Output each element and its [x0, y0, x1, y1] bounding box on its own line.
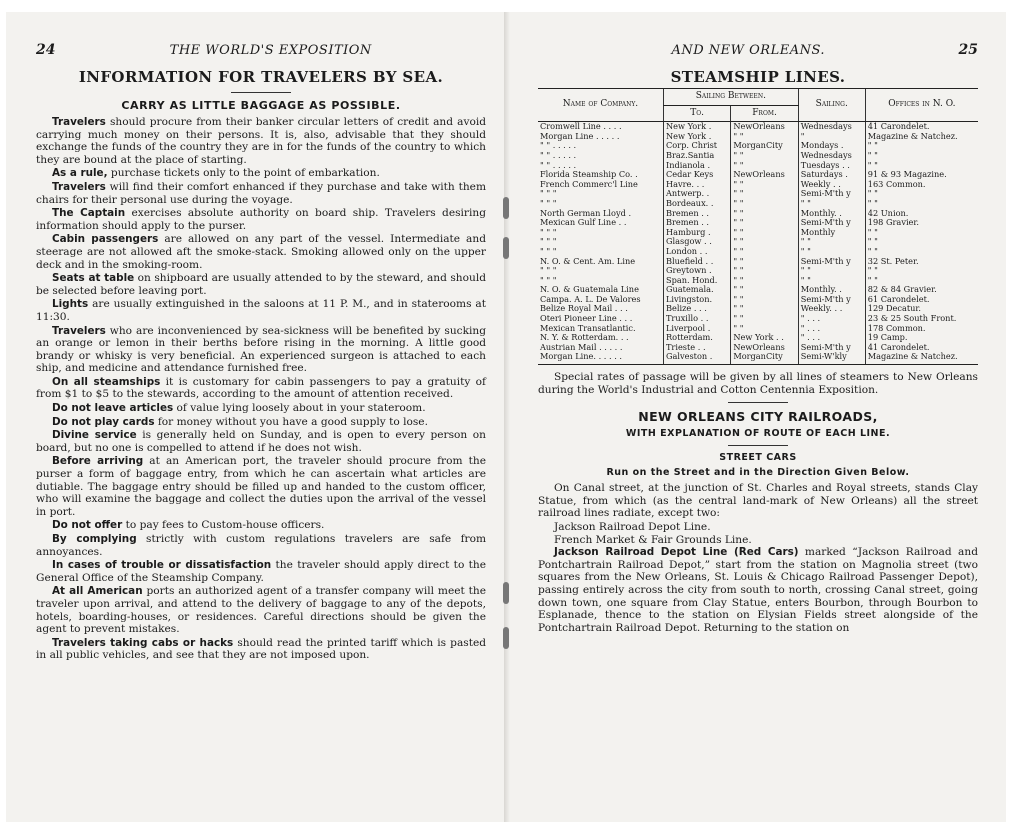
- to-cell: Bluefield . .: [663, 257, 730, 267]
- company-cell: " " ": [540, 245, 557, 256]
- paragraph-lead: At all American: [52, 585, 143, 598]
- paragraph-lead: Seats at table: [52, 272, 135, 285]
- right-page: [506, 12, 1006, 822]
- sailing-cell: " ": [798, 276, 865, 286]
- office-cell: 163 Common.: [865, 180, 978, 190]
- sailing-cell: Semi-M'th y: [798, 343, 865, 353]
- sailing-cell: " ": [798, 266, 865, 276]
- right-page-number: 25: [958, 42, 978, 58]
- paragraph-lead: Travelers: [52, 324, 106, 337]
- to-cell: New York .: [663, 122, 730, 132]
- travel-paragraph: [36, 116, 486, 166]
- railroads-title: NEW ORLEANS CITY RAILROADS,: [638, 409, 878, 425]
- travelers-title: INFORMATION FOR TRAVELERS BY SEA.: [78, 68, 444, 86]
- to-cell: Bordeaux. .: [663, 199, 730, 209]
- from-cell: NewOrleans: [731, 343, 798, 353]
- to-cell: Guatemala.: [663, 285, 730, 295]
- to-cell: Trieste . .: [663, 343, 730, 353]
- binding-hole: [503, 627, 509, 649]
- baggage-subtitle: CARRY AS LITTLE BAGGAGE AS POSSIBLE.: [121, 99, 401, 112]
- paragraph-text: is generally held on Sunday, and is open to every person on board, but no one is compelled to attend if he does not wish.: [36, 429, 486, 454]
- company-cell: N. O. & Guatemala Line: [540, 284, 639, 295]
- table-row: [538, 352, 978, 364]
- office-cell: " ": [865, 247, 978, 257]
- run-on-heading: Run on the Street and in the Direction Given Below.: [606, 467, 910, 479]
- from-cell: MorganCity: [731, 141, 798, 151]
- travel-paragraph: [36, 167, 486, 180]
- office-cell: Magazine & Natchez.: [865, 132, 978, 142]
- office-cell: 198 Gravier.: [865, 218, 978, 228]
- company-cell: Belize Royal Mail . . .: [540, 303, 628, 314]
- travel-paragraph: [36, 207, 486, 232]
- right-running-title: AND NEW ORLEANS.: [671, 43, 826, 58]
- table-row: [538, 151, 978, 161]
- paragraph-text: on shipboard are usually attended to by the steward, and should be selected before leaving port.: [36, 272, 486, 297]
- sailing-cell: Weekly. . .: [798, 304, 865, 314]
- paragraph-text: should procure from their banker circular letters of credit and avoid carrying much money on their persons. It is, also, advisable that they should exchange the funds of the country they are in for the funds of the country to which they are bound at the place of starting.: [36, 116, 486, 166]
- sailing-cell: " . . .: [798, 324, 865, 334]
- paragraph-text: purchase tickets only to the point of embarkation.: [107, 167, 380, 180]
- travel-paragraph: [36, 325, 486, 375]
- from-cell: New York . .: [731, 333, 798, 343]
- paragraph-lead: In cases of trouble or dissatisfaction: [52, 559, 272, 572]
- col-sailing-between: Sailing Between.: [663, 89, 798, 106]
- from-cell: " ": [731, 189, 798, 199]
- paragraph-text: the traveler should apply direct to the General Office of the Steamship Company.: [36, 559, 486, 584]
- exception-line-2: French Market & Fair Grounds Line.: [554, 533, 752, 546]
- company-cell: N. Y. & Rotterdam. . .: [540, 332, 629, 343]
- paragraph-lead: The Captain: [52, 207, 126, 220]
- to-cell: Cedar Keys: [663, 170, 730, 180]
- to-cell: Antwerp. .: [663, 189, 730, 199]
- steamship-table: [538, 88, 978, 365]
- sailing-cell: " ": [798, 199, 865, 209]
- company-cell: French Commerc'l Line: [540, 178, 638, 189]
- to-cell: Rotterdam.: [663, 333, 730, 343]
- sailing-cell: Weekly . .: [798, 180, 865, 190]
- to-cell: Galveston .: [663, 352, 730, 364]
- table-row: [538, 189, 978, 199]
- binding-hole: [503, 237, 509, 259]
- paragraph-lead: On all steamships: [52, 375, 161, 388]
- paragraph-text: for money without you have a good supply to lose.: [154, 415, 428, 428]
- from-cell: " ": [731, 151, 798, 161]
- jackson-text: marked “Jackson Railroad and Pontchartrain Railroad Depot,” start from the station on Magnolia street (two squares from the New Orleans, St. Louis & Chicago Railroad Passenger Depot), passing entirely across the city from south to north, crossing Canal street, going down town, one square from Clay Statue, enters Bourbon, through Bourbon to Esplanade, thence to the station on Elysian Fields street alongside of the Pontchartrain Railroad Depot. Returning to the station on: [538, 546, 978, 634]
- sailing-cell: Semi-M'th y: [798, 189, 865, 199]
- to-cell: Truxillo . .: [663, 314, 730, 324]
- table-row: [538, 180, 978, 190]
- company-cell: " " ": [540, 188, 557, 199]
- office-cell: " ": [865, 141, 978, 151]
- paragraph-lead: Lights: [52, 298, 89, 311]
- company-cell: " " . . . . .: [540, 149, 577, 160]
- paragraph-text: should read the printed tariff which is pasted in all public vehicles, and see that they are not imposed upon.: [36, 636, 487, 662]
- sailing-cell: " . . .: [798, 333, 865, 343]
- to-cell: Liverpool .: [663, 324, 730, 334]
- from-cell: " ": [731, 285, 798, 295]
- company-cell: " " . . . . .: [540, 159, 577, 170]
- binding-hole: [503, 197, 509, 219]
- book-gutter: [504, 12, 510, 822]
- to-cell: Bremen . .: [663, 218, 730, 228]
- from-cell: " ": [731, 324, 798, 334]
- col-sailing: Sailing.: [798, 89, 865, 122]
- from-cell: " ": [731, 276, 798, 286]
- sailing-cell: Monthly. .: [798, 285, 865, 295]
- to-cell: Corp. Christ: [663, 141, 730, 151]
- sailing-cell: Semi-W'kly: [798, 352, 865, 364]
- company-cell: Mexican Transatlantic.: [540, 322, 636, 333]
- paragraph-text: strictly with custom regulations travelers are safe from annoyances.: [36, 533, 486, 558]
- company-cell: " " ": [540, 197, 557, 208]
- table-row: [538, 266, 978, 276]
- sailing-cell: Mondays .: [798, 141, 865, 151]
- company-cell: Oteri Pioneer Line . . .: [540, 313, 633, 324]
- travel-paragraph: [36, 233, 486, 271]
- paragraph-lead: Do not leave articles: [52, 402, 174, 415]
- office-cell: 42 Union.: [865, 209, 978, 219]
- paragraph-lead: Travelers taking cabs or hacks: [52, 636, 234, 649]
- sailing-cell: Semi-M'th y: [798, 218, 865, 228]
- jackson-paragraph: [538, 546, 978, 634]
- company-cell: Campa. A. L. De Valores: [540, 293, 641, 304]
- from-cell: " ": [731, 295, 798, 305]
- table-row: [538, 141, 978, 151]
- travel-paragraph: [36, 455, 486, 518]
- office-cell: 23 & 25 South Front.: [865, 314, 978, 324]
- to-cell: Span. Hond.: [663, 276, 730, 286]
- to-cell: New York .: [663, 132, 730, 142]
- sailing-cell: Semi-M'th y: [798, 295, 865, 305]
- col-company: Name of Company.: [538, 89, 663, 122]
- paragraph-lead: Do not offer: [52, 519, 123, 532]
- office-cell: " ": [865, 151, 978, 161]
- paragraph-lead: Before arriving: [52, 455, 144, 468]
- from-cell: " ": [731, 218, 798, 228]
- company-cell: Florida Steamship Co. .: [540, 169, 638, 180]
- to-cell: Greytown .: [663, 266, 730, 276]
- office-cell: Magazine & Natchez.: [865, 352, 978, 364]
- steamship-title: STEAMSHIP LINES.: [670, 68, 846, 86]
- paragraph-text: it is customary for cabin passengers to pay a gratuity of from $1 to $5 to the stewards, according to the amount of attention received.: [36, 375, 486, 401]
- paragraph-lead: By complying: [52, 533, 137, 545]
- left-page: [6, 12, 506, 822]
- to-cell: Hamburg .: [663, 228, 730, 238]
- paragraph-text: will find their comfort enhanced if they purchase and take with them chairs for their personal use during the voyage.: [36, 180, 486, 206]
- sailing-cell: Semi-M'th y: [798, 257, 865, 267]
- office-cell: " ": [865, 228, 978, 238]
- paragraph-lead: Travelers: [52, 116, 106, 128]
- travel-paragraph: [36, 637, 486, 662]
- paragraph-lead: Travelers: [52, 180, 106, 193]
- table-row: [538, 257, 978, 267]
- office-cell: 19 Camp.: [865, 333, 978, 343]
- office-cell: 41 Carondelet.: [865, 343, 978, 353]
- travel-paragraph: [36, 519, 486, 532]
- sailing-cell: Wednesdays: [798, 151, 865, 161]
- office-cell: 129 Decatur.: [865, 304, 978, 314]
- from-cell: " ": [731, 257, 798, 267]
- office-cell: " ": [865, 237, 978, 247]
- right-running-head: [538, 42, 978, 58]
- to-cell: Havre. . .: [663, 180, 730, 190]
- col-from: From.: [731, 105, 798, 122]
- to-cell: Bremen . .: [663, 209, 730, 219]
- col-offices: Offices in N. O.: [865, 89, 978, 122]
- paragraph-text: are usually extinguished in the saloons at 11 P. M., and in staterooms at 11:30.: [36, 298, 486, 323]
- title-rule: [231, 92, 291, 93]
- office-cell: 82 & 84 Gravier.: [865, 285, 978, 295]
- to-cell: Belize . . .: [663, 304, 730, 314]
- company-cell: Morgan Line . . . . .: [540, 130, 620, 141]
- from-cell: " ": [731, 266, 798, 276]
- travel-paragraph: [36, 402, 486, 415]
- to-cell: Glasgow . .: [663, 237, 730, 247]
- binding-hole: [503, 582, 509, 604]
- from-cell: MorganCity: [731, 352, 798, 364]
- travelers-paragraphs: [36, 116, 486, 662]
- office-cell: 91 & 93 Magazine.: [865, 170, 978, 180]
- from-cell: " ": [731, 247, 798, 257]
- railroads-subtitle: WITH EXPLANATION OF ROUTE OF EACH LINE.: [625, 428, 891, 440]
- book-spread: [6, 12, 1006, 822]
- paragraph-text: who are inconvenienced by sea-sickness will be benefited by sucking an orange or lemon in their berths before rising in the morning. A little good brandy or whisky is very beneficial. An experienced surgeon is attached to each ship, and medicine and attendance furnished free.: [36, 324, 486, 375]
- from-cell: NewOrleans: [731, 170, 798, 180]
- from-cell: " ": [731, 161, 798, 171]
- paragraph-lead: Do not play cards: [52, 415, 155, 428]
- from-cell: " ": [731, 180, 798, 190]
- paragraph-text: to pay fees to Custom-house officers.: [122, 519, 325, 532]
- office-cell: " ": [865, 276, 978, 286]
- paragraph-text: ports an authorized agent of a transfer company will meet the traveler upon arrival, and attend to the delivery of baggage to any of the depots, hotels, boarding-houses, or residences. Careful directions should be given the agent to prevent mistakes.: [36, 585, 486, 636]
- office-cell: " ": [865, 161, 978, 171]
- travel-paragraph: [36, 376, 486, 401]
- office-cell: 32 St. Peter.: [865, 257, 978, 267]
- from-cell: " ": [731, 209, 798, 219]
- paragraph-text: at an American port, the traveler should procure from the purser a form of baggage entry, from which he can ascertain what articles are dutiable. The baggage entry should be filled up and handed to the custom officer, who will examine the baggage and collect the duties upon the arrival of the vessel in port.: [36, 455, 486, 518]
- office-cell: 178 Common.: [865, 324, 978, 334]
- from-cell: " ": [731, 199, 798, 209]
- travel-paragraph: [36, 272, 486, 297]
- travel-paragraph: [36, 298, 486, 323]
- company-cell: Cromwell Line . . . .: [540, 121, 622, 132]
- left-running-title: THE WORLD'S EXPOSITION: [169, 43, 372, 58]
- from-cell: " ": [731, 237, 798, 247]
- company-cell: " " ": [540, 265, 557, 276]
- paragraph-lead: Cabin passengers: [52, 233, 159, 246]
- sailing-cell: " ": [798, 247, 865, 257]
- travel-paragraph: [36, 416, 486, 429]
- sailing-cell: " . . .: [798, 314, 865, 324]
- company-cell: " " ": [540, 236, 557, 247]
- left-running-head: [36, 42, 486, 58]
- sailing-cell: " ": [798, 237, 865, 247]
- section-rule: [728, 402, 788, 403]
- paragraph-text: of value lying loosely about in your stateroom.: [173, 402, 426, 415]
- sailing-cell: Saturdays .: [798, 170, 865, 180]
- table-row: [538, 237, 978, 247]
- company-cell: Mexican Gulf Line . .: [540, 217, 627, 228]
- sailing-cell: Wednesdays: [798, 122, 865, 132]
- from-cell: " ": [731, 132, 798, 142]
- to-cell: London . .: [663, 247, 730, 257]
- company-cell: North German Lloyd .: [540, 207, 632, 218]
- to-cell: Livingston.: [663, 295, 730, 305]
- travel-paragraph: [36, 533, 486, 558]
- office-cell: " ": [865, 266, 978, 276]
- paragraph-lead: As a rule,: [52, 167, 108, 180]
- paragraph-lead: Divine service: [52, 429, 137, 442]
- travel-paragraph: [36, 585, 486, 635]
- canal-paragraph: On Canal street, at the junction of St. Charles and Royal streets, stands Clay Statue, from which (as the central land-mark of New Orleans) all the street railroad lines radiate, except two:: [538, 482, 978, 520]
- office-cell: " ": [865, 199, 978, 209]
- office-cell: 41 Carondelet.: [865, 122, 978, 132]
- railroads-rule: [728, 445, 788, 446]
- office-cell: " ": [865, 189, 978, 199]
- left-page-number: 24: [36, 42, 56, 58]
- steamship-rows: [538, 122, 978, 365]
- rates-note: Special rates of passage will be given by all lines of steamers to New Orleans during the World's Industrial and Cotton Centennia Exposition.: [538, 371, 978, 396]
- company-cell: " " ": [540, 226, 557, 237]
- from-cell: " ": [731, 314, 798, 324]
- from-cell: " ": [731, 304, 798, 314]
- paragraph-text: exercises absolute authority on board ship. Travelers desiring information should apply to the purser.: [36, 207, 486, 232]
- sailing-cell: Tuesdays . .: [798, 161, 865, 171]
- exception-line-1: Jackson Railroad Depot Line.: [554, 521, 711, 533]
- travel-paragraph: [36, 559, 486, 584]
- from-cell: " ": [731, 228, 798, 238]
- travel-paragraph: [36, 429, 486, 454]
- table-row: [538, 228, 978, 238]
- street-cars-heading: STREET CARS: [719, 452, 797, 464]
- table-row: [538, 218, 978, 228]
- to-cell: Braz.Santia: [663, 151, 730, 161]
- sailing-cell: Monthly: [798, 228, 865, 238]
- company-cell: Austrian Mail . . . . .: [540, 341, 623, 352]
- to-cell: Indianola .: [663, 161, 730, 171]
- col-to: To.: [663, 105, 730, 122]
- company-cell: Morgan Line. . . . . .: [538, 352, 663, 364]
- company-cell: " " . . . . .: [540, 140, 577, 151]
- sailing-cell: ": [798, 132, 865, 142]
- office-cell: 61 Carondelet.: [865, 295, 978, 305]
- company-cell: N. O. & Cent. Am. Line: [540, 255, 636, 266]
- from-cell: NewOrleans: [731, 122, 798, 132]
- travel-paragraph: [36, 181, 486, 206]
- sailing-cell: Monthly. .: [798, 209, 865, 219]
- paragraph-text: are allowed on any part of the vessel. Intermediate and steerage are not allowed aft the smoke-stack. Smoking allowed only on the upper deck and in the smoking-room.: [36, 233, 486, 271]
- company-cell: " " ": [540, 274, 557, 285]
- jackson-lead: Jackson Railroad Depot Line (Red Cars): [554, 546, 799, 559]
